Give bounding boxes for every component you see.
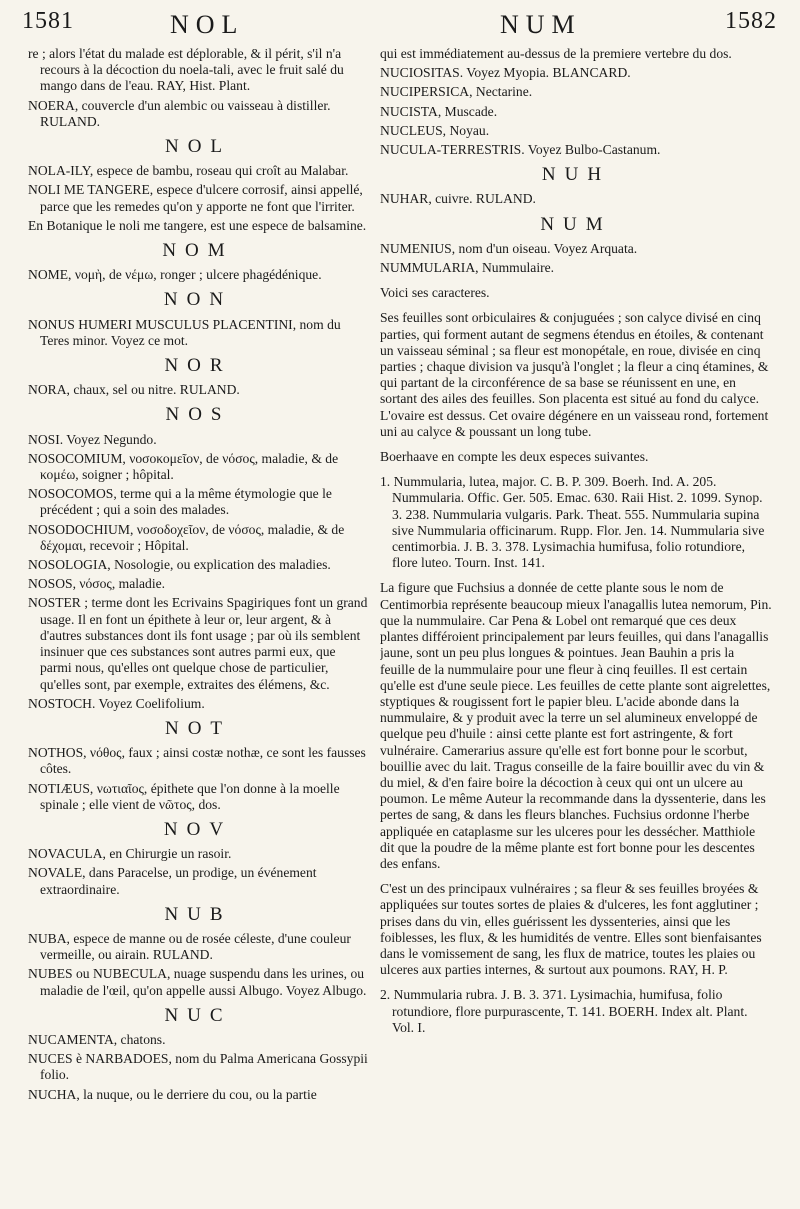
- section-heading: NUH: [541, 164, 611, 186]
- right-page-number: 1582: [725, 8, 777, 34]
- dictionary-entry: NUBA, espece de manne ou de rosée céleste, d'une couleur vermeille, ou airain. RULAND.: [28, 930, 351, 963]
- dictionary-entry: NOLI ME TANGERE, espece d'ulcere corrosif, ainsi appellé, parce que les remedes qu'on y apporte ne font que l'irriter.: [28, 182, 363, 214]
- dictionary-entry: NUCHA, la nuque, ou le derriere du cou, ou la partie: [28, 1086, 317, 1102]
- dictionary-entry: NORA, chaux, sel ou nitre. RULAND.: [28, 382, 240, 398]
- section-heading: NOL: [164, 136, 232, 158]
- dictionary-entry: NUCIOSITAS. Voyez Myopia. BLANCARD.: [380, 65, 631, 81]
- section-heading: NOM: [162, 240, 234, 262]
- dictionary-entry: NUCAMENTA, chatons.: [28, 1031, 166, 1047]
- dictionary-entry: NOSOLOGIA, Nosologie, ou explication des maladies.: [28, 557, 331, 573]
- paragraph: Boerhaave en compte les deux especes suivantes.: [380, 449, 649, 465]
- dictionary-entry: NOSOCOMOS, terme qui a la même étymologie que le précédent ; qui a soin des malades.: [28, 486, 332, 518]
- dictionary-entry: NOTHOS, νόθος, faux ; ainsi costæ nothæ, ce sont les fausses côtes.: [28, 745, 366, 777]
- dictionary-entry: En Botanique le noli me tangere, est une espece de balsamine.: [28, 217, 367, 233]
- dictionary-entry: NUCLEUS, Noyau.: [380, 122, 490, 138]
- dictionary-entry: NUCULA-TERRESTRIS. Voyez Bulbo-Castanum.: [380, 142, 661, 158]
- page-header: [0, 0, 800, 44]
- dictionary-entry: NOSOCOMIUM, νοσοκομεῖον, de νόσος, maladie, & de κομέω, soigner ; hôpital.: [28, 450, 339, 483]
- dictionary-entry: NUCISTA, Muscade.: [380, 103, 498, 119]
- section-heading: NOS: [165, 404, 231, 426]
- dictionary-entry: NOVALE, dans Paracelse, un prodige, un événement extraordinaire.: [28, 865, 317, 897]
- section-heading: NOR: [164, 355, 232, 377]
- dictionary-entry: NOLA-ILY, espece de bambu, roseau qui croît au Malabar.: [28, 163, 349, 179]
- left-running-head: NOL: [170, 10, 245, 39]
- species-list-item: 2. Nummularia rubra. J. B. 3. 371. Lysimachia, humifusa, folio rotundiore, flore purpurascente, T. 141. BOERH. Index alt. Plant. Vol. I.: [380, 987, 748, 1035]
- dictionary-entry: NONUS HUMERI MUSCULUS PLACENTINI, nom du Teres minor. Voyez ce mot.: [28, 316, 341, 348]
- dictionary-entry: NOTIÆUS, νωτιαῖος, épithete que l'on donne à la moelle spinale ; elle vient de νῶτος, dos.: [28, 780, 340, 812]
- section-heading: NON: [163, 289, 233, 311]
- paragraph: Ses feuilles sont orbiculaires & conjuguées ; son calyce divisé en cinq parties, qui forment autant de segmens étendus en étoiles, & contenant un vaisseau séminal ; sa fleur est monopétale, en roue, divisée en cinq parties ; chaque division va jusqu'à l'onglet ; la fleur a cinq étamines, & qui partant de la circonférence de sa base se réunissent en une, en sortant des ailes des feuilles. Son placenta est situé au fond du calyce. L'ovaire est dessus. Cet ovaire dégénere en un vaisseau rond, fortement uni au calyce & poussant un long tube.: [380, 310, 769, 439]
- left-page-number: 1581: [22, 8, 74, 34]
- dictionary-entry: NOME, νομὴ, de νέμω, ronger ; ulcere phagédénique.: [28, 267, 322, 283]
- dictionary-entry: NOSI. Voyez Negundo.: [28, 431, 157, 447]
- section-heading: NUM: [540, 213, 612, 235]
- dictionary-entry: NOSTER ; terme dont les Ecrivains Spagiriques font un grand usage. Il en font un épithete à leur or, leur argent, & à d'autres substances dont ils font usage ; par où ils semblent insinuer que ces substances sont autres parmi eux, que parmi nous, qu'elles ont quelque chose de particulier, qu'elles sont, par exemple, extraites des élémens, &c.: [28, 595, 368, 692]
- dictionary-entry: NUCES è NARBADOES, nom du Palma Americana Gossypii folio.: [28, 1051, 368, 1083]
- dictionary-entry: NUBES ou NUBECULA, nuage suspendu dans les urines, ou maladie de l'œil, qu'on appelle aussi Albugo. Voyez Albugo.: [28, 966, 367, 998]
- dictionary-entry: qui est immédiatement au-dessus de la premiere vertebre du dos.: [380, 46, 732, 61]
- dictionary-entry: NOSODOCHIUM, νοσοδοχεῖον, de νόσος, maladie, & de δέχομαι, recevoir ; Hôpital.: [28, 521, 345, 553]
- paragraph: C'est un des principaux vulnéraires ; sa fleur & ses feuilles broyées & appliquées sur toutes sortes de plaies & d'ulceres, les font agglutiner ; prises dans du vin, elles guérissent les dyssenteries, ainsi que les foiblesses, les flux, & les humidités de ventre. Elles sont bienfaisantes dans le vomissement de sang, les flux de matrice, toutes les plaies ou ulceres aux parties internes, & surtout aux poumons. RAY, H. P.: [380, 881, 762, 978]
- dictionary-entry: NUMMULARIA, Nummulaire.: [380, 260, 555, 276]
- paragraph: Voici ses caracteres.: [380, 285, 490, 301]
- species-list-item: 1. Nummularia, lutea, major. C. B. P. 309. Boerh. Ind. A. 205. Nummularia. Offic. Ger. 505. Emac. 630. Raii Hist. 2. 1099. Synop. 3. 238. Nummularia vulgaris. Park. Theat. 555. Nummularia supina sive Nummularia officinarum. Rupp. Flor. Jen. 14. Nummularia sive centimorbia. J. B. 3. 378. Lysimachia humifusa, folio rotundiore, flore luteo. Tourn. Inst. 141.: [380, 474, 765, 571]
- section-heading: NUB: [164, 903, 232, 925]
- right-running-head: NUM: [500, 10, 582, 39]
- left-column: [28, 46, 368, 1203]
- section-heading: NOV: [163, 818, 233, 840]
- right-column: [380, 46, 772, 1203]
- dictionary-entry: re ; alors l'état du malade est déplorable, & il périt, s'il n'a recours à la décoction du noela-tali, avec le fruit salé du mango dans de l'eau. RAY, Hist. Plant.: [28, 46, 344, 94]
- dictionary-entry: NOERA, couvercle d'un alembic ou vaisseau à distiller. RULAND.: [28, 97, 331, 129]
- dictionary-entry: NOSOS, νόσος, maladie.: [28, 576, 166, 592]
- dictionary-entry: NUMENIUS, nom d'un oiseau. Voyez Arquata.: [380, 240, 638, 256]
- dictionary-entry: NOSTOCH. Voyez Coelifolium.: [28, 695, 205, 711]
- dictionary-entry: NUCIPERSICA, Nectarine.: [380, 84, 533, 100]
- section-heading: NOT: [164, 717, 232, 739]
- paragraph: La figure que Fuchsius a donnée de cette plante sous le nom de Centimorbia représente beaucoup mieux l'anagallis lutea nemorum, Pin. que la nummulaire. Car Pena & Lobel ont remarqué que ces deux plantes différoient principalement par leurs feuilles, qui dans l'anagallis jaune, sont un peu plus longues & pointues. Jean Bauhin a pris la feuille de la nummulaire pour une fleur à cinq feuilles. Il est certain qu'elle est d'une seule piece. Les feuilles de cette plante sont aigrelettes, styptiques & rougissent fort le papier bleu. L'acide abonde dans la nummulaire, & y produit avec la terre un sel alumineux enveloppé de quelque peu d'huile : ainsi cette plante est fort astringente, & fort vulnéraire. Camerarius assure qu'elle est fort bonne pour le scorbut, bouillie avec du lait. Tragus conseille de la faire bouillir avec du vin & du miel, & d'en faire boire la décoction à ceux qui ont un ulcere au poumon. Le même Auteur la recommande dans la dyssenterie, dans les pertes de sang, & dans les fleurs blanches. Fuchsius ordonne l'herbe appliquée en cataplasme sur les ulceres pour les dessécher. Matthiole dit que la poudre de la même plante est fort bonne pour les descentes des enfans.: [380, 580, 772, 871]
- section-heading: NUC: [164, 1004, 232, 1026]
- dictionary-entry: NOVACULA, en Chirurgie un rasoir.: [28, 846, 232, 862]
- dictionary-entry: NUHAR, cuivre. RULAND.: [380, 191, 536, 207]
